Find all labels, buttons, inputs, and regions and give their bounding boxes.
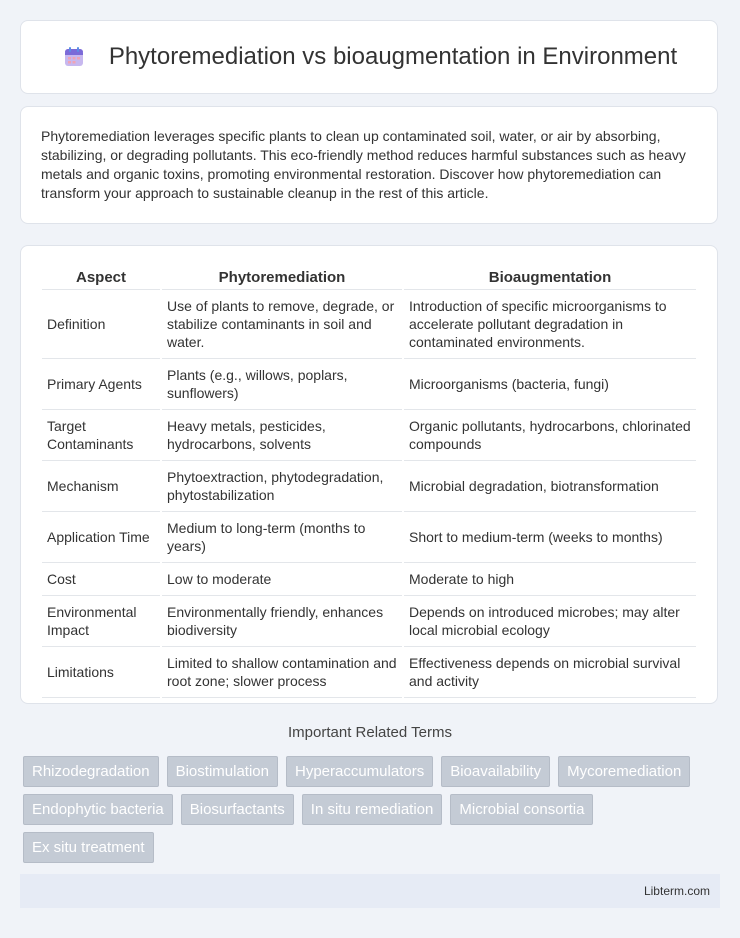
cell-phytoremediation: Heavy metals, pesticides, hydrocarbons, solvents (162, 410, 402, 461)
related-terms-list (23, 756, 723, 863)
footer (20, 874, 720, 908)
cell-phytoremediation: Medium to long-term (months to years) (162, 512, 402, 563)
header-card (20, 20, 718, 94)
table-header-row (42, 266, 696, 290)
cell-aspect: Target Contaminants (42, 410, 160, 461)
cell-phytoremediation: Phytoextraction, phytodegradation, phytostabilization (162, 461, 402, 512)
table-row (42, 290, 696, 359)
page-title: Phytoremediation vs bioaugmentation in Environment (108, 43, 678, 70)
header-phytoremediation: Phytoremediation (162, 266, 402, 290)
header-bioaugmentation: Bioaugmentation (404, 266, 696, 290)
cell-bioaugmentation: Moderate to high (404, 563, 696, 596)
cell-phytoremediation: Plants (e.g., willows, poplars, sunflowers) (162, 359, 402, 410)
term-tag[interactable]: Ex situ treatment (23, 832, 154, 863)
footer-site-link[interactable]: Libterm.com (643, 884, 710, 898)
term-tag[interactable]: Biostimulation (167, 756, 278, 787)
comparison-table-card (20, 245, 718, 704)
table-row (42, 647, 696, 698)
cell-aspect: Mechanism (42, 461, 160, 512)
table-row (42, 563, 696, 596)
term-tag[interactable]: Bioavailability (441, 756, 550, 787)
header-aspect: Aspect (42, 266, 160, 290)
term-tag[interactable]: In situ remediation (302, 794, 443, 825)
table-row (42, 461, 696, 512)
term-tag[interactable]: Hyperaccumulators (286, 756, 433, 787)
intro-text: Phytoremediation leverages specific plants to clean up contaminated soil, water, or air by absorbing, stabilizing, or degrading pollutants. This eco-friendly method reduces harmful substances such as heavy metals and organic toxins, promoting environmental restoration. Discover how phytoremediation can transform your approach to sustainable cleanup in the rest of this article. (41, 128, 686, 201)
cell-phytoremediation: Low to moderate (162, 563, 402, 596)
table-row (42, 512, 696, 563)
calendar-icon (61, 44, 87, 70)
cell-phytoremediation: Environmentally friendly, enhances biodiversity (162, 596, 402, 647)
cell-bioaugmentation: Short to medium-term (weeks to months) (404, 512, 696, 563)
term-tag[interactable]: Endophytic bacteria (23, 794, 173, 825)
cell-phytoremediation: Use of plants to remove, degrade, or stabilize contaminants in soil and water. (162, 290, 402, 359)
cell-bioaugmentation: Microbial degradation, biotransformation (404, 461, 696, 512)
table-row (42, 596, 696, 647)
cell-phytoremediation: Limited to shallow contamination and root zone; slower process (162, 647, 402, 698)
table-row (42, 410, 696, 461)
cell-bioaugmentation: Depends on introduced microbes; may alter local microbial ecology (404, 596, 696, 647)
cell-aspect: Limitations (42, 647, 160, 698)
term-tag[interactable]: Rhizodegradation (23, 756, 159, 787)
cell-aspect: Cost (42, 563, 160, 596)
term-tag[interactable]: Biosurfactants (181, 794, 294, 825)
cell-bioaugmentation: Microorganisms (bacteria, fungi) (404, 359, 696, 410)
comparison-table (40, 266, 698, 698)
cell-bioaugmentation: Effectiveness depends on microbial survival and activity (404, 647, 696, 698)
cell-bioaugmentation: Organic pollutants, hydrocarbons, chlorinated compounds (404, 410, 696, 461)
intro-card (20, 106, 718, 224)
table-row (42, 359, 696, 410)
cell-aspect: Primary Agents (42, 359, 160, 410)
term-tag[interactable]: Mycoremediation (558, 756, 690, 787)
cell-bioaugmentation: Introduction of specific microorganisms to accelerate pollutant degradation in contaminated environments. (404, 290, 696, 359)
cell-aspect: Environmental Impact (42, 596, 160, 647)
cell-aspect: Application Time (42, 512, 160, 563)
cell-aspect: Definition (42, 290, 160, 359)
related-terms-title: Important Related Terms (288, 724, 452, 741)
term-tag[interactable]: Microbial consortia (450, 794, 593, 825)
